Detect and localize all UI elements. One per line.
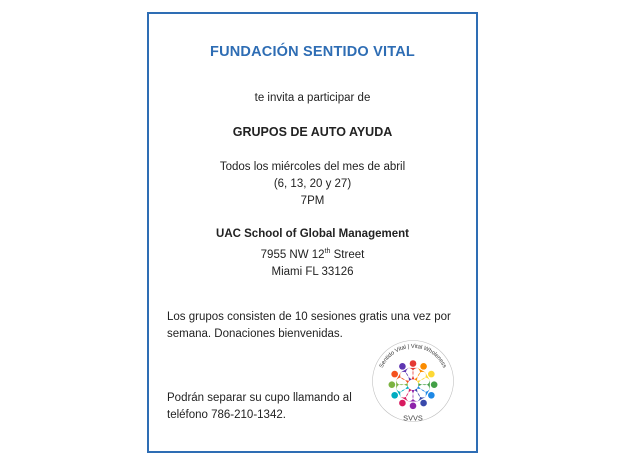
street-suffix: th <box>324 248 331 255</box>
logo-person-head <box>410 360 417 367</box>
logo-person-head <box>420 400 427 407</box>
logo-person-head <box>428 371 435 378</box>
logo-person-head <box>391 371 398 378</box>
logo-person-body <box>400 389 411 402</box>
svvs-logo <box>367 335 459 427</box>
city-line: Miami FL 33126 <box>271 266 354 278</box>
logo-person-body <box>396 372 409 383</box>
logo-acronym: SVVS <box>403 413 423 423</box>
description-line-1: Los grupos consisten de 10 sesiones gratis una vez por <box>167 311 451 323</box>
schedule <box>149 159 476 210</box>
logo-person-body <box>417 386 430 397</box>
schedule-dates: (6, 13, 20 y 27) <box>273 178 352 190</box>
location <box>149 226 476 281</box>
logo-person-head <box>431 381 438 388</box>
groups-heading: GRUPOS DE AUTO AYUDA <box>232 125 393 139</box>
logo-person-body <box>396 380 407 390</box>
logo-people-ring <box>389 360 438 409</box>
logo-person-body <box>408 390 418 401</box>
contact-line-1: Podrán separar su cupo llamando al <box>167 392 352 404</box>
foundation-title: FUNDACIÓN SENTIDO VITAL <box>210 44 415 60</box>
street-name: Street <box>330 249 365 261</box>
logo-person-body <box>400 368 411 381</box>
contact-info <box>167 390 367 424</box>
logo-person-body <box>414 368 425 381</box>
logo-person-body <box>418 380 429 390</box>
logo-person-head <box>389 381 396 388</box>
invite-text: te invita a participar de <box>254 92 371 104</box>
school-name: UAC School of Global Management <box>216 228 409 240</box>
street-address <box>149 243 476 264</box>
logo-person-head <box>391 392 398 399</box>
logo-arc-text: Sentido Vital | Vital Wholeness <box>378 343 448 369</box>
logo-person-head <box>399 363 406 370</box>
svvs-logo-graphic <box>367 335 459 427</box>
logo-person-body <box>408 368 418 379</box>
logo-person-body <box>417 372 430 383</box>
description-line-2: semana. Donaciones bienvenidas. <box>167 328 343 340</box>
schedule-line-1: Todos los miércoles del mes de abril <box>219 161 406 173</box>
logo-person-body <box>396 386 409 397</box>
flyer <box>147 12 478 453</box>
logo-person-head <box>399 400 406 407</box>
logo-person-head <box>410 403 417 410</box>
logo-person-head <box>420 363 427 370</box>
schedule-time: 7PM <box>300 195 325 207</box>
street-number: 7955 NW 12 <box>260 249 325 261</box>
logo-center <box>409 381 416 388</box>
logo-person-head <box>428 392 435 399</box>
logo-person-body <box>414 389 425 402</box>
contact-line-2: teléfono 786-210-1342. <box>167 409 286 421</box>
